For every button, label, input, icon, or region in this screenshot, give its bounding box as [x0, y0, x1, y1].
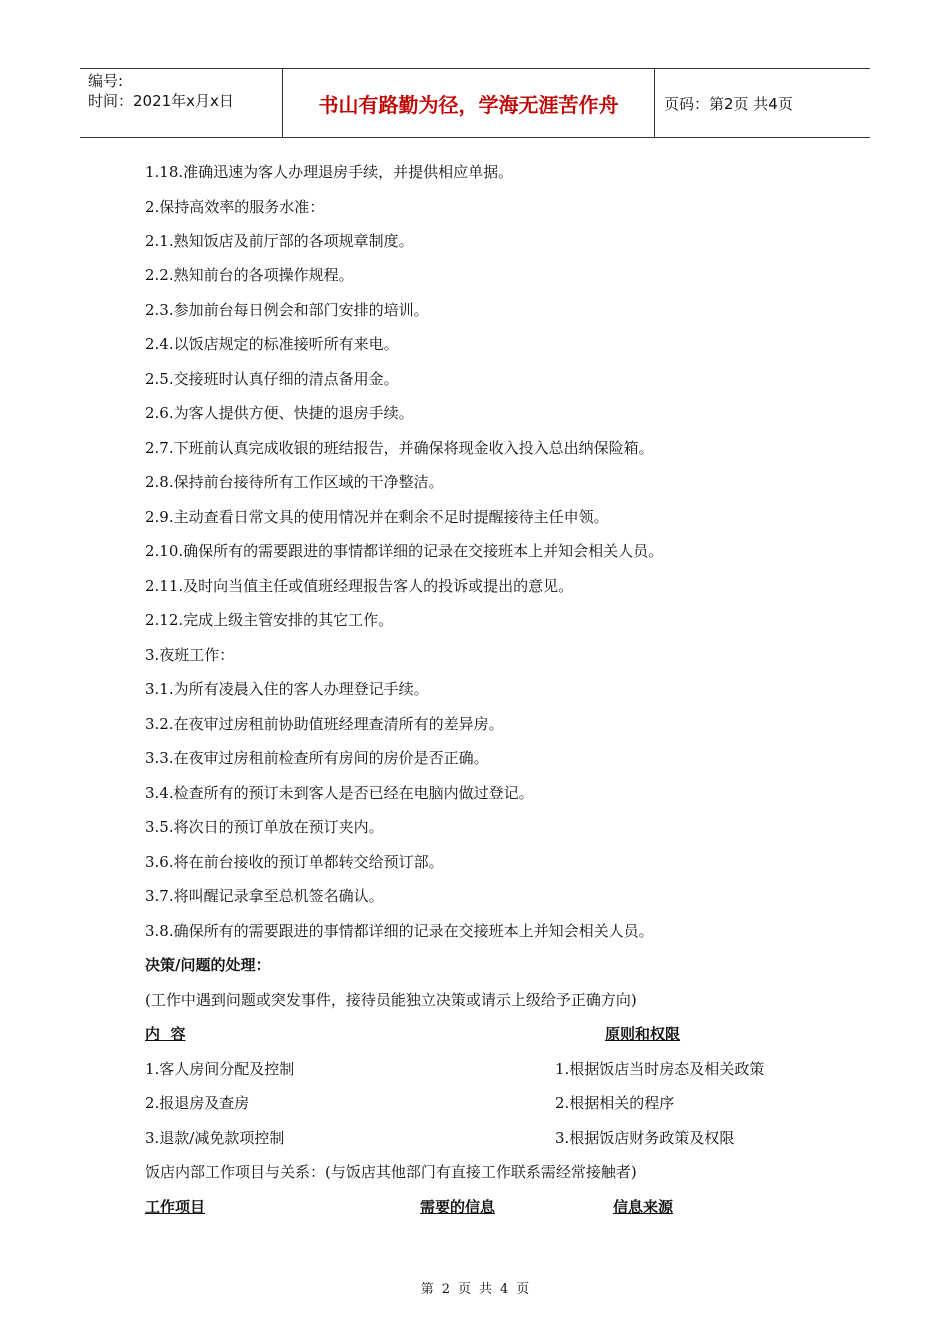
text-line: 2.8.保持前台接待所有工作区域的干净整洁。: [145, 473, 444, 491]
column-header-info-source: 信息来源: [613, 1198, 674, 1216]
table-row-principle: 2.根据相关的程序: [555, 1094, 675, 1112]
date-label: 时间：2021年x月x日: [88, 92, 234, 110]
text-line: 2.5.交接班时认真仔细的清点备用金。: [145, 370, 399, 388]
text-line: 2.9.主动查看日常文具的使用情况并在剩余不足时提醒接待主任申领。: [145, 508, 609, 526]
section-title: 决策/问题的处理：: [145, 956, 271, 974]
section-title: 饭店内部工作项目与关系：(与饭店其他部门有直接工作联系需经常接触者): [145, 1163, 637, 1181]
text-line: 2.1.熟知饭店及前厅部的各项规章制度。: [145, 232, 414, 250]
column-header-info-needed: 需要的信息: [420, 1198, 496, 1216]
text-line: 2.保持高效率的服务水准：: [145, 198, 325, 216]
footer-text: 共: [479, 1282, 493, 1297]
page-footer: [0, 1278, 950, 1297]
text-line: 3.3.在夜审过房租前检查所有房间的房价是否正确。: [145, 749, 489, 767]
table-row-content: 2.报退房及查房: [145, 1094, 250, 1112]
header-page-info: 页码：第2页 共4页: [664, 94, 793, 113]
text-line: 2.6.为客人提供方便、快捷的退房手续。: [145, 404, 414, 422]
document-number-label: 编号:: [88, 72, 124, 90]
footer-text: 页: [457, 1282, 471, 1297]
text-line: 2.10.确保所有的需要跟进的事情都详细的记录在交接班本上并知会相关人员。: [145, 542, 664, 560]
text-line: 3.4.检查所有的预订未到客人是否已经在电脑内做过登记。: [145, 784, 534, 802]
text-line: 2.12.完成上级主管安排的其它工作。: [145, 611, 394, 629]
text-line: 3.2.在夜审过房租前协助值班经理查清所有的差异房。: [145, 715, 504, 733]
text-line: 3.夜班工作：: [145, 646, 235, 664]
text-line: 3.1.为所有凌晨入住的客人办理登记手续。: [145, 680, 429, 698]
text-line: 2.2.熟知前台的各项操作规程。: [145, 266, 354, 284]
text-line: 2.4.以饭店规定的标准接听所有来电。: [145, 335, 399, 353]
page-header: [80, 68, 870, 138]
table-row-principle: 3.根据饭店财务政策及权限: [555, 1129, 735, 1147]
text-line: 2.11.及时向当值主任或值班经理报告客人的投诉或提出的意见。: [145, 577, 574, 595]
text-line: 3.8.确保所有的需要跟进的事情都详细的记录在交接班本上并知会相关人员。: [145, 922, 654, 940]
column-header-work-item: 工作项目: [145, 1198, 206, 1216]
table-row-principle: 1.根据饭店当时房态及相关政策: [555, 1060, 765, 1078]
footer-page-number: 2: [441, 1282, 450, 1297]
header-motto: 书山有路勤为径，学海无涯苦作舟: [282, 69, 655, 137]
column-header-principle: 原则和权限: [605, 1025, 681, 1043]
text-line: 2.3.参加前台每日例会和部门安排的培训。: [145, 301, 429, 319]
text-line: 3.7.将叫醒记录拿至总机签名确认。: [145, 887, 384, 905]
footer-text: 第: [420, 1282, 434, 1297]
text-line: 1.18.准确迅速为客人办理退房手续，并提供相应单据。: [145, 163, 514, 181]
table-row-content: 1.客人房间分配及控制: [145, 1060, 295, 1078]
table-row-content: 3.退款/减免款项控制: [145, 1129, 285, 1147]
footer-total-pages: 4: [500, 1282, 509, 1297]
column-header-content: 内 容: [145, 1025, 186, 1043]
header-meta: [80, 69, 282, 137]
text-line: 2.7.下班前认真完成收银的班结报告，并确保将现金收入投入总出纳保险箱。: [145, 439, 654, 457]
text-line: 3.6.将在前台接收的预订单都转交给预订部。: [145, 853, 444, 871]
text-line: 3.5.将次日的预订单放在预订夹内。: [145, 818, 384, 836]
section-note: (工作中遇到问题或突发事件，接待员能独立决策或请示上级给予正确方向): [145, 991, 637, 1009]
footer-text: 页: [516, 1282, 530, 1297]
